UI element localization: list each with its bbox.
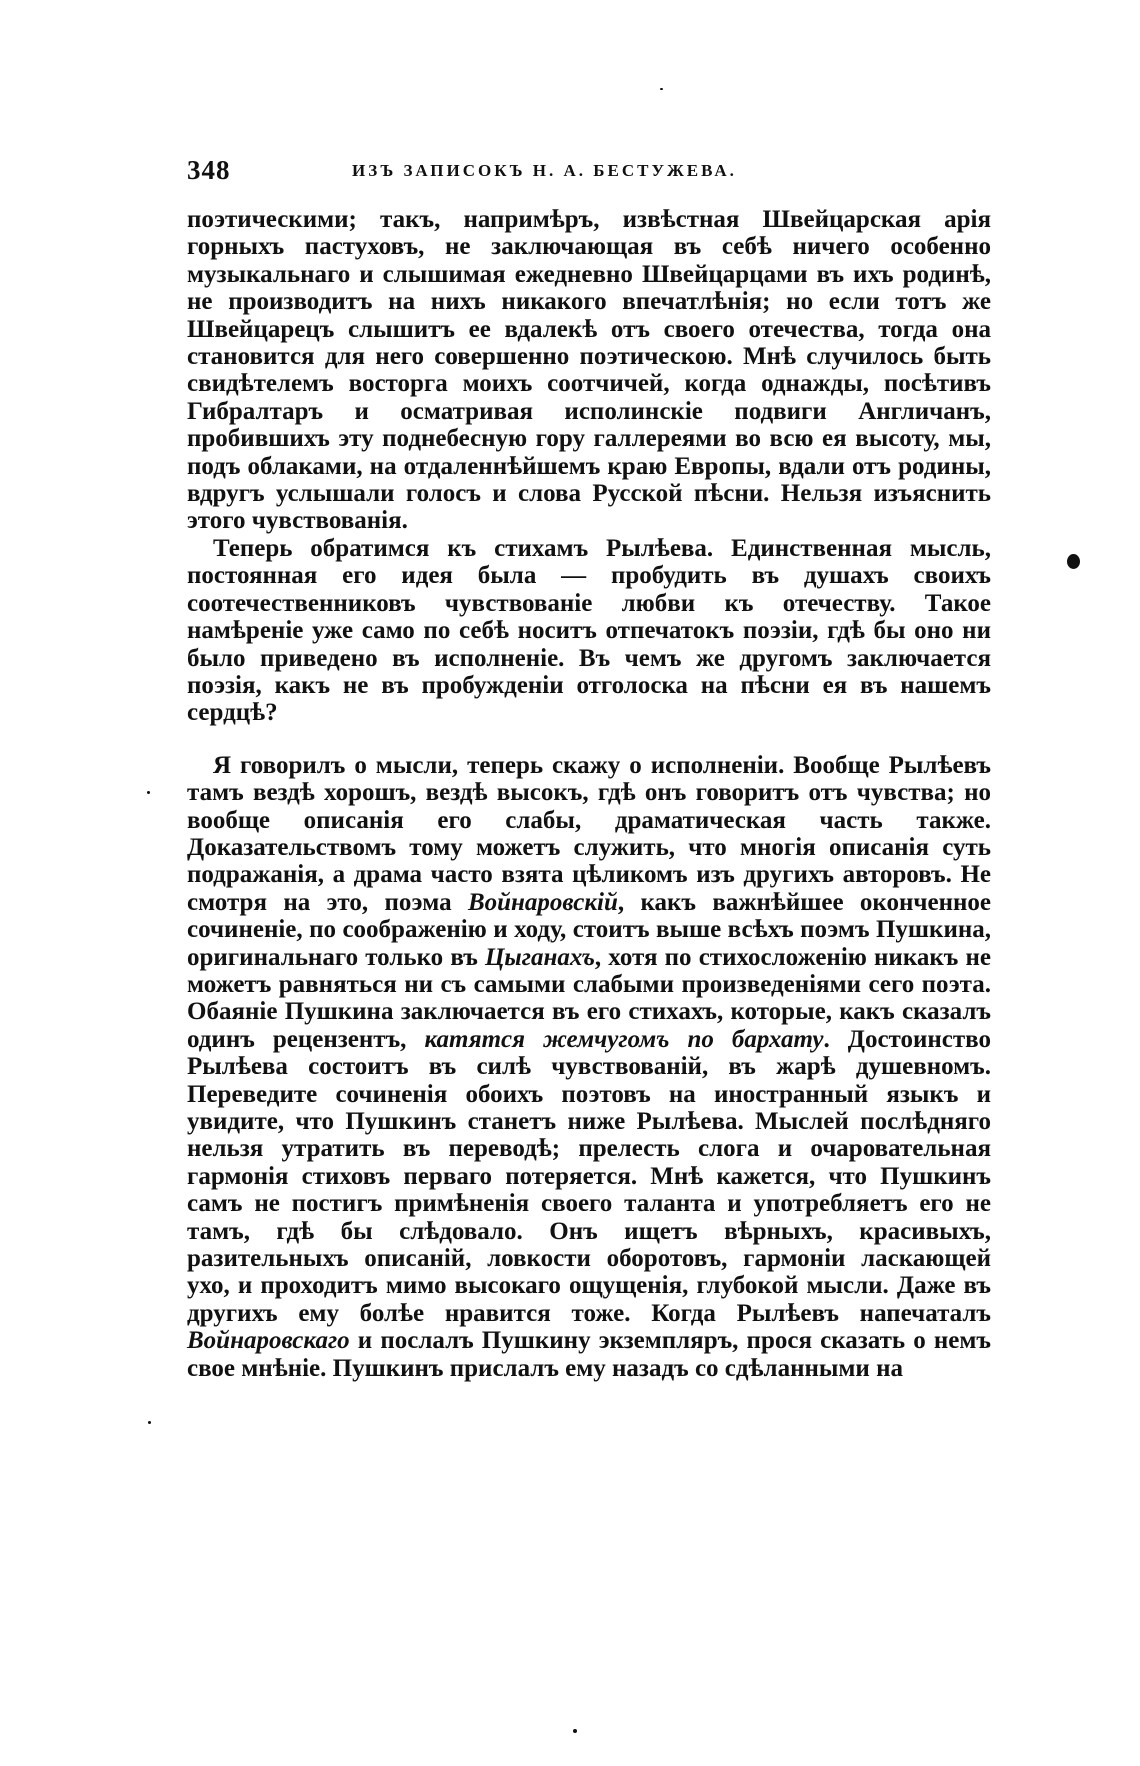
scan-speck-right: [1067, 554, 1080, 569]
scan-speck-left-2: [148, 1421, 151, 1424]
paragraph-2: Теперь обратимся къ стихамъ Рылѣева. Единственная мысль, постоянная его идея была — пробудить въ душахъ своихъ соотечественниковъ чувствованіе любви къ отечеству. Такое намѣреніе уже само по себѣ носитъ отпечатокъ поэзіи, гдѣ бы оно ни было приведено въ исполненіе. Въ чемъ же другомъ заключается поэзія, какъ не въ пробужденіи отголоска на пѣсни ея въ нашемъ сердцѣ?: [187, 534, 991, 727]
title-voinarovskago: Войнаровскаго: [187, 1327, 350, 1355]
body-text: [187, 206, 991, 1382]
page-header: [187, 155, 987, 195]
scan-speck-left-1: [147, 791, 150, 794]
scan-speck-top: [660, 88, 663, 90]
quote-pearls: катятся жемчугомъ по бархату: [424, 1025, 824, 1053]
page-number: 348: [187, 155, 231, 185]
running-title: ИЗЪ ЗАПИСОКЪ Н. А. БЕСТУЖЕВА.: [352, 161, 737, 180]
title-tsygany: Цыганахъ: [484, 943, 595, 971]
paragraph-3-text-1: Я говорилъ о мысли, теперь скажу о исполненіи. Вообще Рылѣевъ тамъ вездѣ хорошъ, вездѣ высокъ, гдѣ онъ говоритъ отъ чувства; но вообще описанія его слабы, драматическая часть также. Доказательствомъ тому можетъ служить, что многія описанія суть подражанія, а драма часто взята цѣликомъ изъ другихъ авторовъ. Не смотря на это, поэма: [187, 751, 991, 916]
paragraph-1: поэтическими; такъ, напримѣръ, извѣстная Швейцарская арія горныхъ пастуховъ, не заключающая въ себѣ ничего особенно музыкальнаго и слышимая ежедневно Швейцарцами въ ихъ родинѣ, не производитъ на нихъ никакого впечатлѣнія; но если тотъ же Швейцарецъ слышитъ ее вдалекѣ отъ своего отечества, тогда она становится для него совершенно поэтическою. Мнѣ случилось быть свидѣтелемъ восторга моихъ соотчичей, когда однажды, посѣтивъ Гибралтаръ и осматривая исполинскіе подвиги Англичанъ, пробившихъ эту поднебесную гору галлереями во всю ея высоту, мы, подъ облаками, на отдаленнѣйшемъ краю Европы, вдали отъ родины, вдругъ услышали голосъ и слова Русской пѣсни. Нельзя изъяснить этого чувствованія.: [187, 206, 991, 535]
paragraph-3: [187, 752, 991, 1382]
title-voinarovsky: Войнаровскій: [467, 888, 618, 916]
scan-speck-bottom: [573, 1729, 577, 1733]
paragraph-3-text-4: . Достоинство Рылѣева состоитъ въ силѣ чувствованій, въ жарѣ душевномъ. Переведите сочиненія обоихъ поэтовъ на иностранный языкъ и увидите, что Пушкинъ станетъ ниже Рылѣева. Мыслей послѣдняго нельзя утратить въ переводѣ; прелесть слога и очаровательная гармонія стиховъ перваго потеряется. Мнѣ кажется, что Пушкинъ самъ не постигъ примѣненія своего таланта и употребляетъ его не тамъ, гдѣ бы слѣдовало. Онъ ищетъ вѣрныхъ, красивыхъ, разительныхъ описаній, ловкости оборотовъ, гармоніи ласкающей ухо, и проходитъ мимо высокаго ощущенія, глубокой мысли. Даже въ другихъ ему болѣе нравится тоже. Когда Рылѣевъ напечаталъ: [187, 1025, 992, 1327]
paragraph-3-text-3: , хотя по стихосложенію никакъ не можетъ равняться ни съ самыми слабыми произведеніями сего поэта. Обаяніе Пушкина заключается въ его стихахъ, которые, какъ сказалъ одинъ рецензентъ,: [187, 943, 992, 1053]
paragraph-3-text-2: , какъ важнѣйшее оконченное сочиненіе, по соображенію и ходу, стоитъ выше всѣхъ поэмъ Пушкина, оригинальнаго только въ: [187, 888, 991, 971]
paragraph-3-text-5: и послалъ Пушкину экземпляръ, прося сказать о немъ свое мнѣніе. Пушкинъ прислалъ ему назадъ со сдѣланными на: [187, 1327, 991, 1382]
